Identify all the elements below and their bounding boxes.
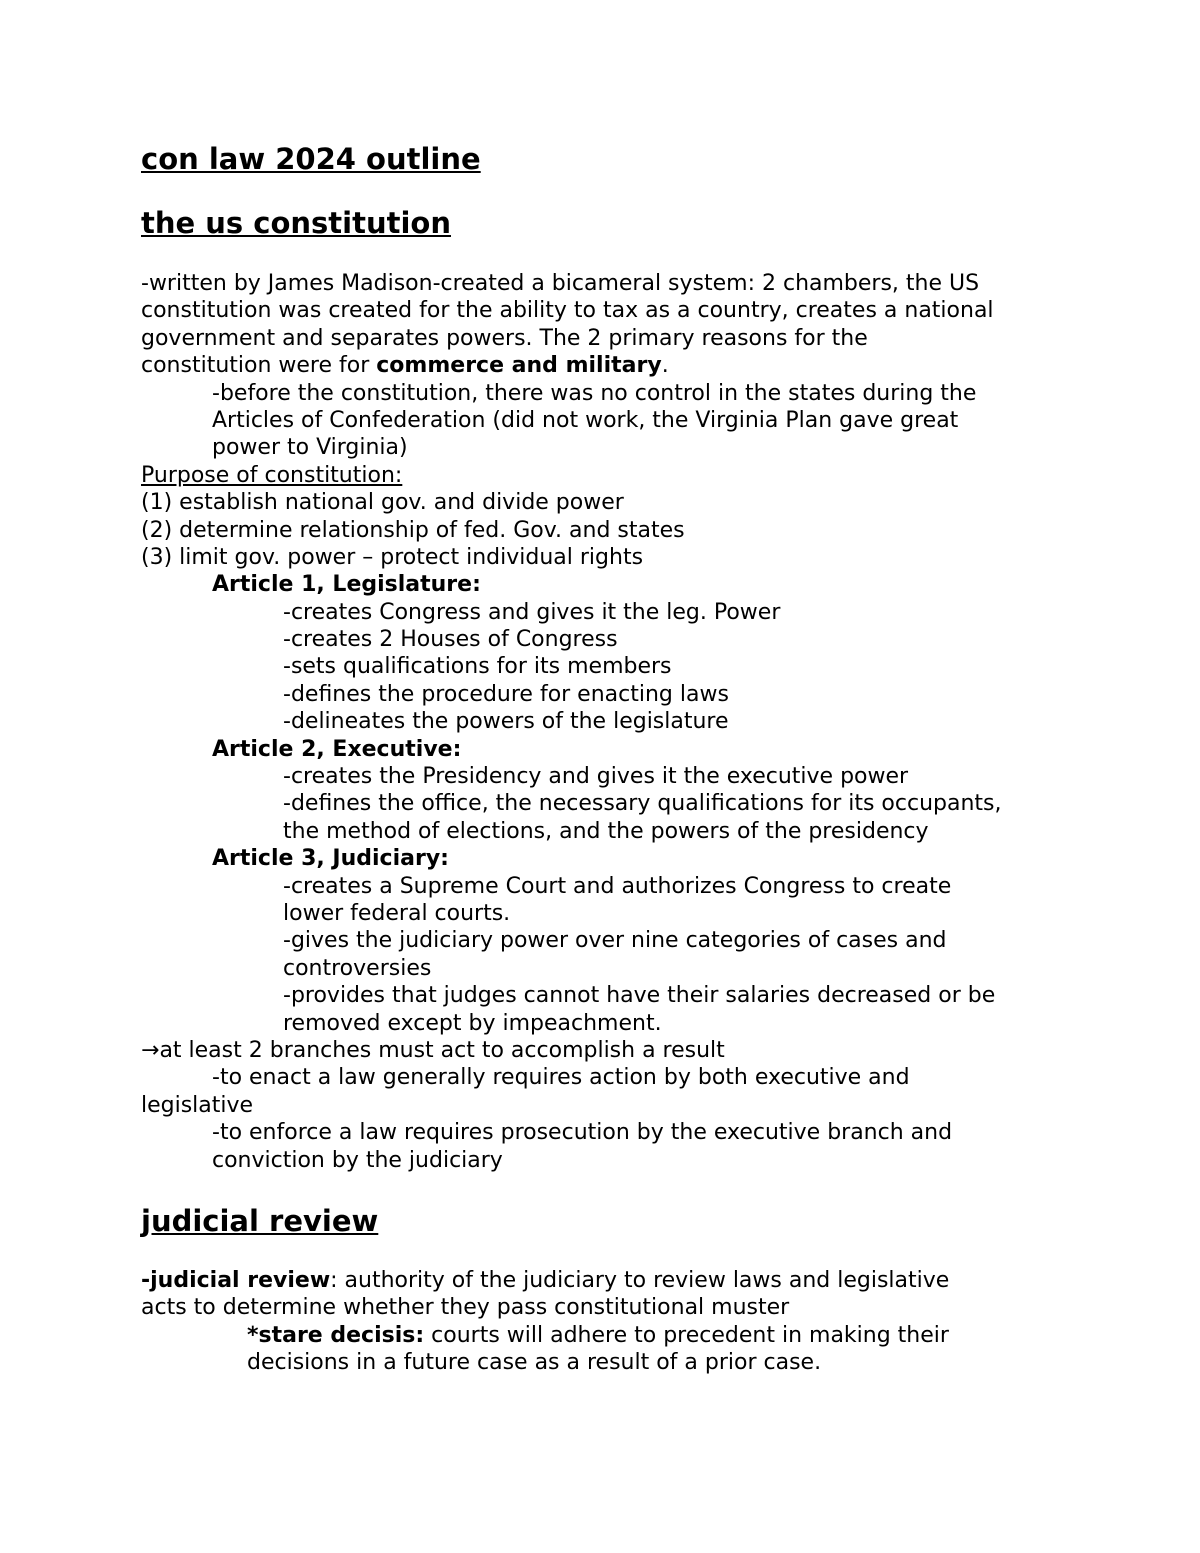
purpose-heading: Purpose of constitution: xyxy=(141,462,403,488)
definition-line: decisions in a future case as a result of a prior case. xyxy=(247,1350,822,1376)
paragraph-line: -to enforce a law requires prosecution by the executive branch and xyxy=(212,1120,953,1146)
paragraph-line: -written by James Madison-created a bicameral system: 2 chambers, the US xyxy=(141,271,980,296)
definition-term: *stare decisis: xyxy=(247,1322,425,1348)
definition-line xyxy=(141,1267,1081,1294)
paragraph-line: -before the constitution, there was no control in the states during the xyxy=(212,380,977,406)
branches-line xyxy=(141,1037,1081,1064)
article-item: -creates Congress and gives it the leg. Power xyxy=(283,599,781,625)
judicial-review-body xyxy=(141,1267,1081,1377)
definition-line xyxy=(141,1322,1081,1349)
article-item: removed except by impeachment. xyxy=(283,1010,662,1036)
article-item: -provides that judges cannot have their salaries decreased or be xyxy=(283,983,996,1009)
definition-text: courts will adhere to precedent in making their xyxy=(424,1322,949,1348)
article-item: -defines the procedure for enacting laws xyxy=(283,681,729,707)
document-title: con law 2024 outline xyxy=(141,142,481,176)
section-heading-judicial-review: judicial review xyxy=(141,1204,379,1238)
article-item: controversies xyxy=(283,955,432,981)
definition-line: acts to determine whether they pass constitutional muster xyxy=(141,1295,790,1321)
article-item: lower federal courts. xyxy=(283,900,511,926)
branches-text: at least 2 branches must act to accomplish a result xyxy=(159,1037,725,1063)
article-item: -delineates the powers of the legislature xyxy=(283,709,729,735)
paragraph-line: -to enact a law generally requires action by both executive and xyxy=(212,1065,910,1091)
article-item: -creates 2 Houses of Congress xyxy=(283,627,618,653)
article-2-heading: Article 2, Executive: xyxy=(212,736,462,762)
purpose-item: (3) limit gov. power – protect individual rights xyxy=(141,544,644,570)
article-item: -creates the Presidency and gives it the executive power xyxy=(283,764,909,790)
article-1-heading: Article 1, Legislature: xyxy=(212,572,481,598)
paragraph-line: government and separates powers. The 2 primary reasons for the xyxy=(141,325,868,351)
article-1-heading-line xyxy=(141,571,1081,598)
article-item: -gives the judiciary power over nine categories of cases and xyxy=(283,928,947,954)
paragraph-line: legislative xyxy=(141,1092,254,1118)
paragraph-line xyxy=(141,352,1081,379)
article-item: the method of elections, and the powers of the presidency xyxy=(283,818,929,844)
emphasis-text: commerce and military xyxy=(376,353,662,379)
article-item: -defines the office, the necessary qualifications for its occupants, xyxy=(283,791,1002,817)
definition-term: -judicial review xyxy=(141,1268,331,1293)
purpose-item: (1) establish national gov. and divide power xyxy=(141,490,624,516)
paragraph-text: constitution were for xyxy=(141,353,377,379)
paragraph-line: conviction by the judiciary xyxy=(212,1147,503,1173)
paragraph-line: Articles of Confederation (did not work, the Virginia Plan gave great xyxy=(212,407,959,433)
paragraph-line: power to Virginia) xyxy=(212,435,408,461)
paragraph-text: . xyxy=(661,353,669,379)
article-item: -creates a Supreme Court and authorizes Congress to create xyxy=(283,873,952,899)
definition-text: : authority of the judiciary to review laws and legislative xyxy=(330,1268,950,1293)
article-3-heading-line xyxy=(141,845,1081,872)
arrow-right-icon: → xyxy=(141,1037,160,1063)
section-heading-constitution: the us constitution xyxy=(141,206,451,240)
article-item: -sets qualifications for its members xyxy=(283,654,672,680)
article-3-heading: Article 3, Judiciary: xyxy=(212,846,449,872)
constitution-body xyxy=(141,270,1081,1174)
paragraph-line: constitution was created for the ability to tax as a country, creates a national xyxy=(141,298,994,324)
purpose-item: (2) determine relationship of fed. Gov. and states xyxy=(141,517,685,543)
article-2-heading-line xyxy=(141,736,1081,763)
